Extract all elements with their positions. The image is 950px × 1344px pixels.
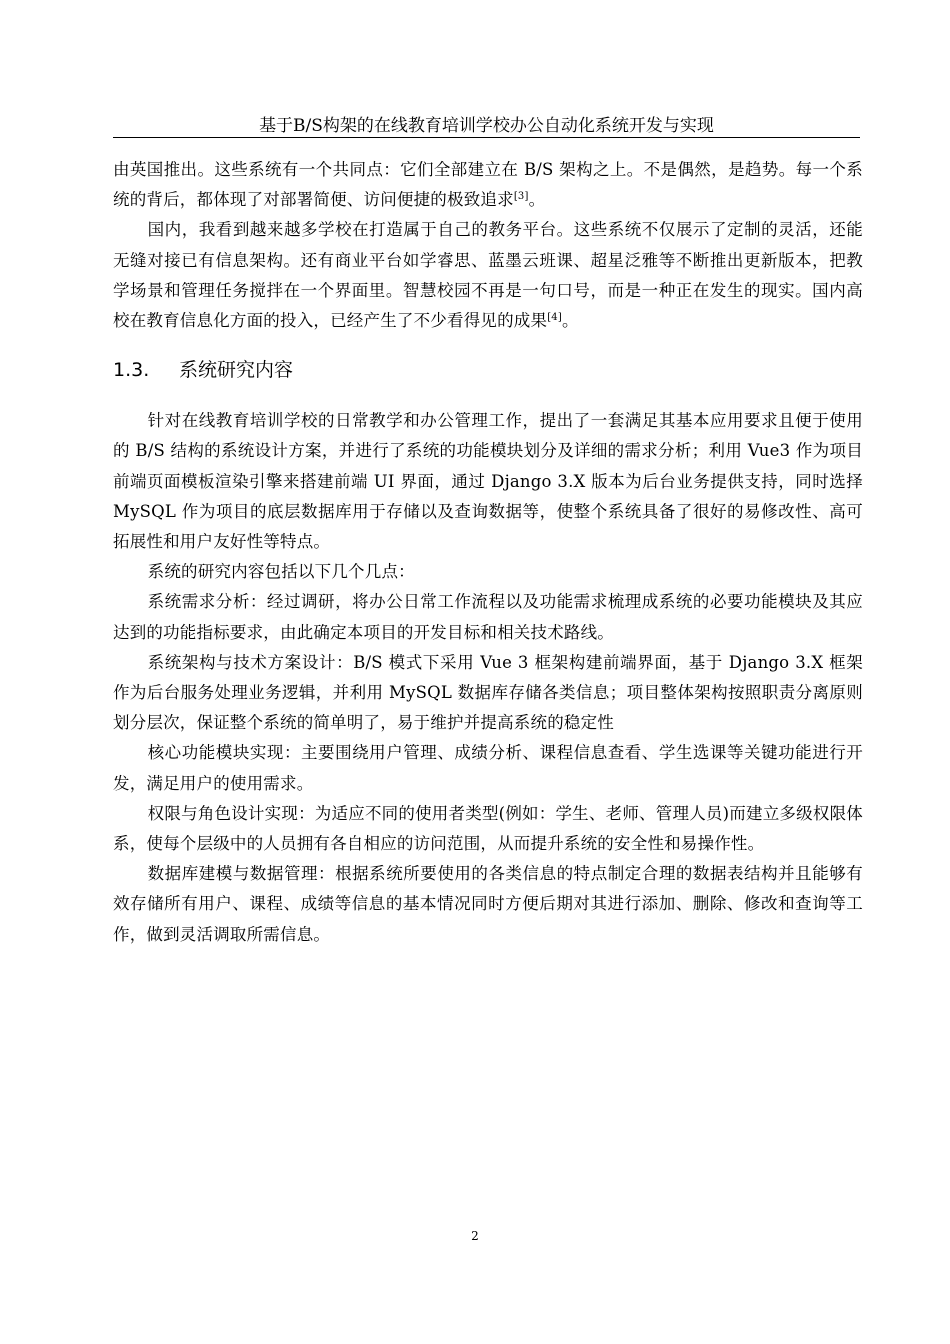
paragraph-tail: 。: [528, 190, 546, 210]
citation-ref[interactable]: [3]: [513, 191, 529, 203]
paragraph-tail: 。: [561, 311, 579, 331]
paragraph-research-intro: 系统的研究内容包括以下几个几点：: [147, 562, 415, 582]
document-body: [113, 155, 863, 950]
paragraph-text: 国内，我看到越来越多学校在打造属于自己的教务平台。这些系统不仅展示了定制的灵活，还能无缝对接已有信息架构。还有商业平台如学睿思、蓝墨云班课、超星泛雅等不断推出更新版本，把教学场景和管理任务搅拌在一个界面里。智慧校园不再是一句口号，而是一种正在发生的现实。国内高校在教育信息化方面的投入，已经产生了不少看得见的成果: [113, 220, 863, 331]
paragraph-architecture: 系统架构与技术方案设计：B/S 模式下采用 Vue 3 框架构建前端界面，基于 Django 3.X 框架作为后台服务处理业务逻辑，并利用 MySQL 数据库存储各类信息；项目整体架构按照职责分离原则划分层次，保证整个系统的简单明了，易于维护并提高系统的稳定性: [113, 652, 863, 733]
paragraph-permissions: 权限与角色设计实现：为适应不同的使用者类型(例如：学生、老师、管理人员)而建立多级权限体系，使每个层级中的人员拥有各自相应的访问范围，从而提升系统的安全性和易操作性。: [113, 803, 863, 854]
section-heading: [113, 356, 863, 384]
paragraph-intro-1: [113, 155, 863, 215]
page-number: 2: [471, 1229, 479, 1243]
section-title: 系统研究内容: [179, 359, 294, 382]
paragraph-core-modules: 核心功能模块实现：主要围绕用户管理、成绩分析、课程信息查看、学生选课等关键功能进行开发，满足用户的使用需求。: [113, 743, 863, 793]
paragraph-requirements: 系统需求分析：经过调研，将办公日常工作流程以及功能需求梳理成系统的必要功能模块及其应达到的功能指标要求，由此确定本项目的开发目标和相关技术路线。: [113, 592, 863, 642]
header-rule: [113, 137, 860, 138]
section-number: 1.3.: [113, 359, 150, 382]
paragraph-intro-2: [113, 215, 863, 336]
paragraph-research-overview: 针对在线教育培训学校的日常教学和办公管理工作，提出了一套满足其基本应用要求且便于使用的 B/S 结构的系统设计方案，并进行了系统的功能模块划分及详细的需求分析；利用 Vue3 作为项目前端页面模板渲染引擎来搭建前端 UI 界面，通过 Django 3.X 版本为后台业务提供支持，同时选择 MySQL 作为项目的底层数据库用于存储以及查询数据等，使整个系统具备了很好的易修改性、高可拓展性和用户友好性等特点。: [113, 411, 863, 552]
paragraph-database: 数据库建模与数据管理：根据系统所要使用的各类信息的特点制定合理的数据表结构并且能够有效存储所有用户、课程、成绩等信息的基本情况同时方便后期对其进行添加、删除、修改和查询等工作，做到灵活调取所需信息。: [113, 864, 863, 944]
running-header: 基于B/S构架的在线教育培训学校办公自动化系统开发与实现: [259, 116, 714, 136]
citation-ref[interactable]: [4]: [547, 312, 562, 324]
paragraph-text: 由英国推出。这些系统有一个共同点：它们全部建立在 B/S 架构之上。不是偶然，是趋势。每一个系统的背后，都体现了对部署简便、访问便捷的极致追求: [113, 160, 863, 210]
